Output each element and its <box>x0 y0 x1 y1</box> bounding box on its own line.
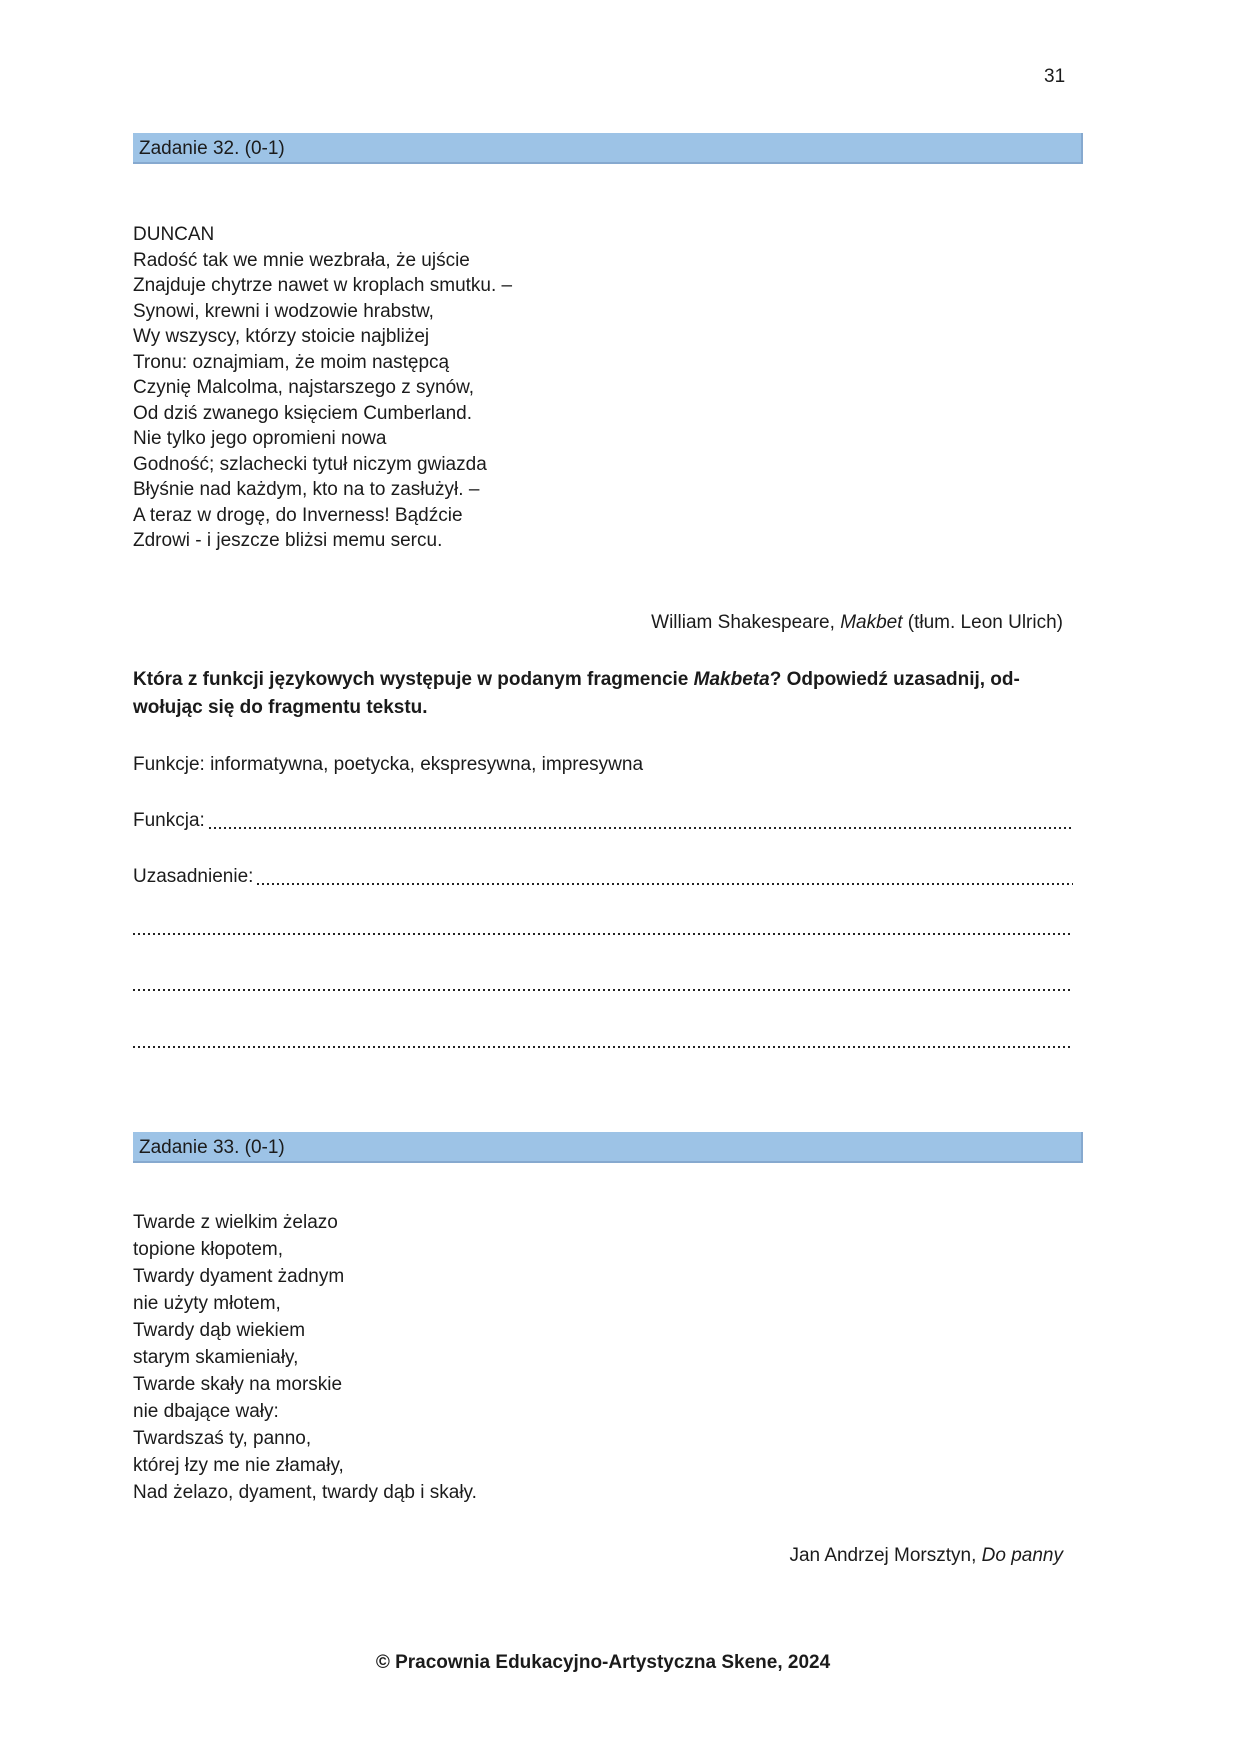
poem-line: Radość tak we mnie wezbrała, że ujście <box>133 249 470 271</box>
uzasadnienie-answer-row <box>133 864 1073 890</box>
functions-options-line: Funkcje: informatywna, poetycka, ekspresywna, impresywna <box>133 754 644 775</box>
poem-line: Czynię Malcolma, najstarszego z synów, <box>133 377 475 398</box>
poem-line: Twarde skały na morskie <box>133 1374 343 1395</box>
poem-line: Twardy dąb wiekiem <box>133 1320 306 1341</box>
question-work-title: Makbeta <box>693 669 770 690</box>
attribution-work-title: Do panny <box>981 1545 1063 1566</box>
answer-dotted-line <box>133 1027 1073 1053</box>
poem-line: Twardszaś ty, panno, <box>133 1428 312 1449</box>
funkcja-label: Funkcja: <box>133 810 205 831</box>
poem-line: topione kłopotem, <box>133 1239 283 1260</box>
task-33-header: Zadanie 33. (0-1) <box>133 1132 1083 1163</box>
poem-line: Błyśnie nad każdym, kto na to zasłużył. – <box>133 479 480 500</box>
poem-line: A teraz w drogę, do Inverness! Bądźcie <box>133 504 463 526</box>
poem-line: Twardy dyament żadnym <box>133 1266 345 1287</box>
poem-line: Nad żelazo, dyament, twardy dąb i skały. <box>133 1482 477 1503</box>
question-line-2: wołując się do fragmentu tekstu. <box>133 697 428 718</box>
task-33-attribution <box>133 1545 1063 1567</box>
uzasadnienie-label: Uzasadnienie: <box>133 866 254 887</box>
uzasadnienie-answer-blank <box>257 864 1073 890</box>
poem-line: Zdrowi - i jeszcze bliżsi memu sercu. <box>133 530 443 551</box>
poem-line: Godność; szlachecki tytuł niczym gwiazda <box>133 453 487 475</box>
poem-line: Twarde z wielkim żelazo <box>133 1212 338 1233</box>
poem-line: starym skamieniały, <box>133 1347 299 1368</box>
task-32-header: Zadanie 32. (0-1) <box>133 133 1083 164</box>
poem-line: Nie tylko jego opromieni nowa <box>133 428 387 449</box>
task-33-poem <box>133 1209 477 1506</box>
attribution-author: Jan Andrzej Morsztyn, <box>789 1545 982 1566</box>
attribution-author: William Shakespeare, <box>651 612 841 633</box>
funkcja-answer-blank <box>209 808 1073 834</box>
page-number: 31 <box>1044 66 1066 87</box>
poem-line: Od dziś zwanego księciem Cumberland. <box>133 402 472 424</box>
attribution-work-title: Makbet <box>840 612 903 633</box>
task-32-question <box>133 666 1093 722</box>
task-32-attribution <box>133 612 1063 634</box>
footer-copyright: © Pracownia Edukacyjno-Artystyczna Skene, 2024 <box>375 1652 831 1673</box>
poem-line: której łzy me nie złamały, <box>133 1455 344 1476</box>
task-32-poem <box>133 222 512 554</box>
poem-line: DUNCAN <box>133 224 215 245</box>
poem-line: Tronu: oznajmiam, że moim następcą <box>133 351 450 373</box>
poem-line: Synowi, krewni i wodzowie hrabstw, <box>133 300 434 322</box>
answer-dotted-line <box>133 914 1073 940</box>
poem-line: Znajduje chytrze nawet w kroplach smutku. – <box>133 275 513 296</box>
poem-line: Wy wszyscy, którzy stoicie najbliżej <box>133 326 430 347</box>
funkcja-answer-row <box>133 808 1073 834</box>
question-line-1: Która z funkcji językowych występuje w podanym fragmencie Makbeta? Odpowiedź uzasadnij, od- <box>133 669 1020 690</box>
attribution-translator: (tłum. Leon Ulrich) <box>902 612 1063 633</box>
poem-line: nie dbające wały: <box>133 1401 279 1422</box>
answer-dotted-line <box>133 970 1073 996</box>
poem-line: nie użyty młotem, <box>133 1293 281 1314</box>
